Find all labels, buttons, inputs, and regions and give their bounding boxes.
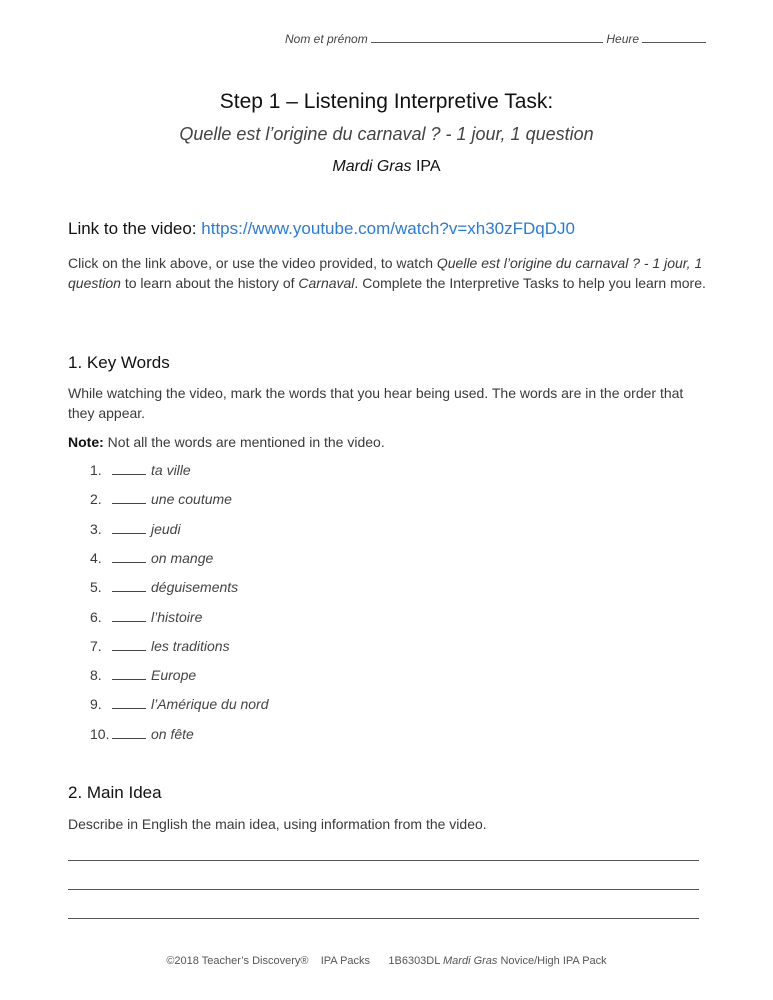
time-label: Heure — [606, 32, 640, 46]
key-word: on mange — [151, 549, 214, 566]
intro-carnaval: Carnaval — [298, 275, 355, 291]
item-number: 8. — [90, 667, 102, 684]
key-word-item — [90, 609, 202, 629]
video-link-line — [68, 219, 575, 239]
ipa-title-italic: Mardi Gras — [332, 158, 412, 175]
intro-text: to learn about the history of — [120, 275, 299, 291]
item-number: 2. — [90, 491, 102, 508]
answer-line[interactable] — [68, 860, 699, 861]
key-word-item — [90, 638, 230, 658]
item-number: 1. — [90, 462, 102, 478]
key-word: l’Amérique du nord — [151, 696, 269, 713]
section2-instructions: Describe in English the main idea, using information from the video. — [68, 816, 487, 832]
checkmark-blank[interactable] — [112, 638, 146, 651]
footer-italic: Mardi Gras — [443, 955, 498, 967]
answer-line[interactable] — [68, 918, 699, 919]
checkmark-blank[interactable] — [112, 550, 146, 563]
page-subtitle: Quelle est l’origine du carnaval ? - 1 jour, 1 question — [179, 124, 594, 144]
footer — [0, 955, 773, 967]
key-word: ta ville — [151, 462, 191, 478]
item-number: 4. — [90, 549, 102, 566]
key-word: Europe — [151, 667, 197, 684]
checkmark-blank[interactable] — [112, 667, 146, 680]
item-number: 3. — [90, 520, 102, 537]
note-label: Note: — [68, 434, 104, 450]
ipa-title-rest: IPA — [411, 158, 441, 175]
section1-instructions: While watching the video, mark the words that you hear being used. The words are in the order that they appear. — [68, 385, 684, 421]
section2-heading: 2. Main Idea — [68, 783, 162, 802]
item-number: 5. — [90, 579, 102, 596]
key-word-item — [90, 696, 269, 716]
key-word-item — [90, 667, 196, 687]
key-word: une coutume — [151, 491, 232, 508]
item-number: 9. — [90, 696, 102, 713]
checkmark-blank[interactable] — [112, 579, 146, 592]
checkmark-blank[interactable] — [112, 491, 146, 504]
answer-line[interactable] — [68, 889, 699, 890]
item-number: 10. — [90, 725, 110, 742]
name-time-header — [285, 31, 706, 46]
footer-text: ©2018 Teacher’s Discovery® IPA Packs 1B6303DL — [166, 955, 444, 967]
key-word-item — [90, 579, 238, 599]
intro-text: Click on the link above, or use the video provided, to watch — [68, 255, 437, 271]
checkmark-blank[interactable] — [112, 462, 146, 475]
footer-rest: Novice/High IPA Pack — [497, 955, 607, 967]
checkmark-blank[interactable] — [112, 696, 146, 709]
ipa-title — [0, 158, 773, 176]
intro-paragraph — [68, 253, 708, 293]
key-word: les traditions — [151, 637, 230, 654]
section1-heading: 1. Key Words — [68, 353, 170, 372]
key-word-item — [90, 550, 213, 570]
key-word-item — [90, 726, 194, 746]
key-word: déguisements — [151, 579, 239, 596]
intro-video-title: Quelle est l’origine du carnaval ? - 1 jour, 1 question — [68, 255, 703, 291]
section1-note — [68, 432, 708, 452]
checkmark-blank[interactable] — [112, 521, 146, 534]
key-word-item — [90, 491, 232, 511]
key-word: l’histoire — [151, 608, 203, 625]
key-word: on fête — [151, 725, 194, 742]
note-text: Not all the words are mentioned in the video. — [103, 434, 385, 450]
page-title: Step 1 – Listening Interpretive Task: — [219, 90, 554, 113]
checkmark-blank[interactable] — [112, 609, 146, 622]
item-number: 6. — [90, 608, 102, 625]
name-blank — [371, 31, 603, 43]
key-word: jeudi — [151, 520, 181, 537]
time-blank — [642, 31, 706, 43]
key-word-item — [90, 521, 181, 541]
name-label: Nom et prénom — [285, 32, 368, 46]
link-label: Link to the video: — [68, 219, 197, 238]
key-word-item — [90, 462, 191, 482]
item-number: 7. — [90, 637, 102, 654]
checkmark-blank[interactable] — [112, 726, 146, 739]
video-link[interactable]: https://www.youtube.com/watch?v=xh30zFDqDJ0 — [201, 219, 575, 238]
intro-text: . Complete the Interpretive Tasks to help you learn more. — [354, 275, 706, 291]
